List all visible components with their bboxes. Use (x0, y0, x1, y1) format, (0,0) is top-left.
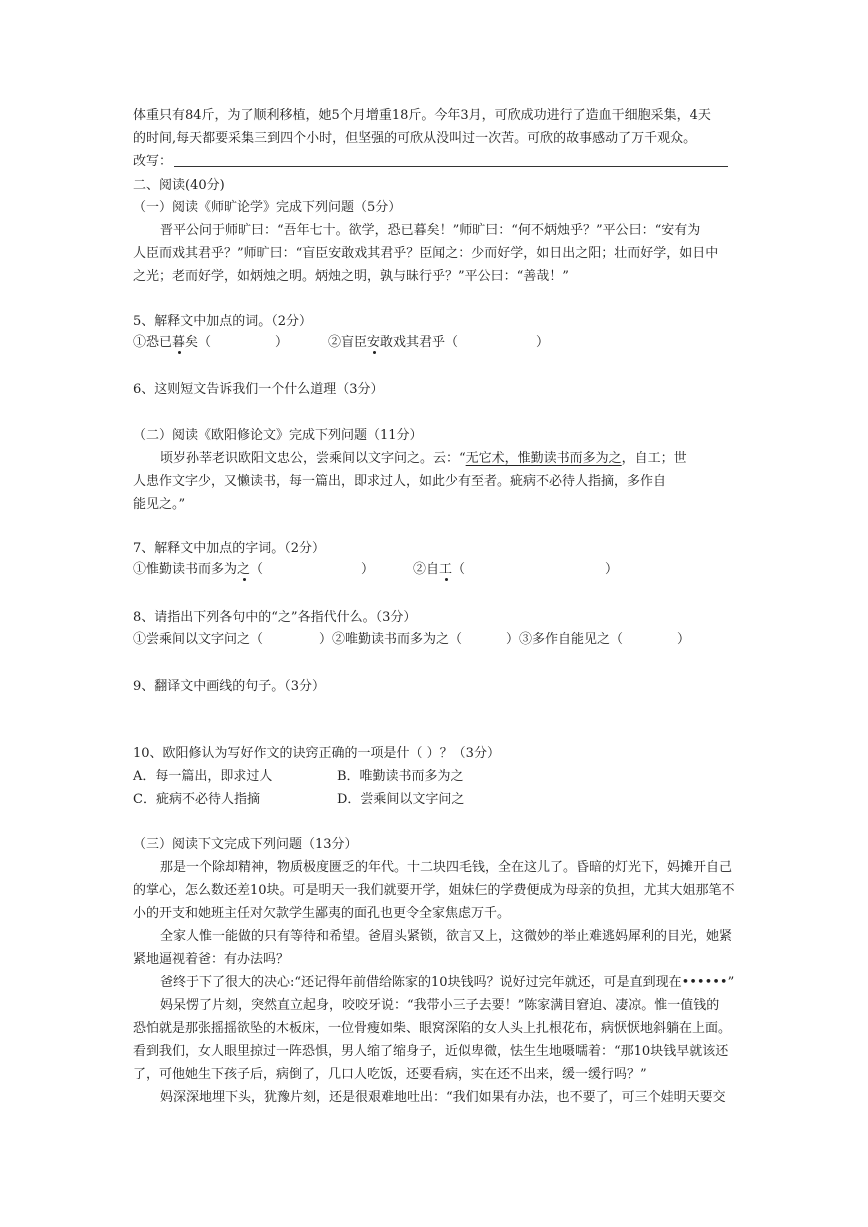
part-2-title: （二）阅读《欧阳修论文》完成下列问题（11分） (133, 428, 423, 443)
text-fragment: ）③多作自能见之（ (506, 632, 624, 647)
part-3-line: 爸终于下了很大的决心:“还记得年前借给陈家的10块钱吗？说好过完年就还，可是直到现在••••••” (160, 975, 735, 990)
text-fragment: ） (536, 335, 550, 350)
question-5-item-a (133, 334, 288, 352)
dotted-char: 工 (439, 562, 453, 577)
text-fragment: ）②唯勤读书而多为之（ (319, 632, 463, 647)
text-fragment: ） (605, 562, 619, 577)
underlined-sentence: 无它术，惟勤读书而多为之 (465, 451, 622, 466)
question-9: 9、翻译文中画线的句子。（3分） (133, 679, 326, 694)
question-6: 6、这则短文告诉我们一个什么道理（3分） (133, 382, 384, 397)
part-3-line: 了，可他她生下孩子后，病倒了，几口人吃饭，还要看病，实在还不出来，缓一缓行吗？” (133, 1067, 647, 1082)
dotted-char: 之 (237, 562, 251, 577)
intro-line-1: 体重只有84斤，为了顺利移植，她5个月增重18斤。今年3月，可欣成功进行了造血干细胞采集，4天 (133, 108, 711, 123)
option-b[interactable]: B．唯勤读书而多为之 (337, 769, 464, 784)
part-2-text-3: 能见之。” (133, 497, 186, 512)
text-fragment: 矣（ (185, 335, 212, 350)
part-3-line: 恐怕就是那张摇摇欲坠的木板床，一位骨瘦如柴、眼窝深陷的女人头上扎根花布，病恹恹地斜躺在上面。 (133, 1021, 732, 1036)
part-2-text-2: 人患作文字少，又懒读书，每一篇出，即求过人，如此少有至者。疵病不必待人指摘，多作自 (133, 474, 667, 489)
question-7-item-b (413, 561, 618, 579)
part-3-line: 那是一个除却精神，物质极度匮乏的年代。十二块四毛钱，全在这儿了。昏暗的灯光下，妈摊开自己 (160, 860, 733, 875)
text-fragment: ②自 (413, 562, 440, 577)
text-fragment: ①尝乘间以文字问之（ (133, 632, 264, 647)
part-3-line: 看到我们，女人眼里掠过一阵恐惧，男人缩了缩身子，近似卑微，怯生生地嗫嚅着：“那10块钱早就该还 (133, 1044, 729, 1059)
section-2-title: 二、阅读(40分) (133, 178, 225, 193)
part-3-line: 的掌心，怎么数还差10块。可是明天一我们就要开学，姐妹仨的学费便成为母亲的负担，尤其大姐那笔不 (133, 883, 735, 898)
question-5-title: 5、解释文中加点的词。（2分） (133, 314, 313, 329)
option-c[interactable]: C．疵病不必待人指摘 (133, 792, 260, 807)
question-7-title: 7、解释文中加点的字词。（2分） (133, 541, 326, 556)
text-fragment: ） (677, 632, 691, 647)
option-a[interactable]: A．每一篇出，即求过人 (133, 769, 273, 784)
part-1-text-1: 晋平公问于师旷曰：“吾年七十。欲学，恐已暮矣！”师旷曰：“何不炳烛乎？”平公曰：“安有为 (160, 223, 701, 238)
part-3-title: （三）阅读下文完成下列问题（13分） (133, 837, 358, 852)
question-10: 10、欧阳修认为写好作文的诀窍正确的一项是什（ ）？（3分） (133, 746, 500, 761)
part-1-text-2: 人臣而戏其君乎？”师旷曰：“盲臣安敢戏其君乎？臣闻之：少而好学，如日出之阳；壮而好学，如日中 (133, 246, 719, 261)
text-fragment: 敢戏其君乎（ (380, 335, 459, 350)
part-3-line: 紧地逼视着爸：有办法吗？ (133, 952, 290, 967)
part-2-text-1 (160, 450, 687, 468)
dotted-char: 安 (367, 335, 381, 350)
text-fragment: （ (452, 562, 466, 577)
part-1-text-3: 之光；老而好学，如炳烛之明。炳烛之明，孰与昧行乎？”平公曰：“善哉！” (133, 269, 569, 284)
text-fragment: ） (361, 562, 375, 577)
part-3-line: 小的开支和她班主任对欠款学生鄙夷的面孔也更令全家焦虑万千。 (133, 906, 511, 921)
question-8-items (133, 631, 690, 649)
dotted-char: 暮 (172, 335, 186, 350)
rewrite-label: 改写： (133, 154, 173, 169)
intro-line-2: 的时间,每天都要采集三到四个小时，但坚强的可欣从没叫过一次苦。可欣的故事感动了万千观众。 (133, 131, 697, 146)
part-3-line: 妈深深地埋下头，犹豫片刻，还是很艰难地吐出：“我们如果有办法，也不要了，可三个娃明天要交 (160, 1090, 726, 1105)
question-7-item-a (133, 561, 374, 579)
part-3-line: 妈呆愣了片刻，突然直立起身，咬咬牙说：“我带小三子去要！”陈家满目窘迫、凄凉。惟一值钱的 (160, 998, 720, 1013)
rewrite-answer-line[interactable] (174, 166, 728, 167)
text-fragment: ，自工；世 (621, 451, 687, 466)
text-fragment: （ (250, 562, 264, 577)
question-5-item-b (328, 334, 549, 352)
text-fragment: 顷岁孙莘老识欧阳文忠公，尝乘间以文字问之。云：“ (160, 451, 466, 466)
option-d[interactable]: D．尝乘间以文字问之 (337, 792, 465, 807)
text-fragment: ①惟勤读书而多为 (133, 562, 238, 577)
text-fragment: ） (275, 335, 289, 350)
text-fragment: ②盲臣 (328, 335, 368, 350)
part-3-line: 全家人惟一能做的只有等待和希望。爸眉头紧锁，欲言又上，这微妙的举止难逃妈犀利的目光，她紧 (160, 929, 733, 944)
part-1-title: （一）阅读《师旷论学》完成下列问题（5分） (133, 200, 402, 215)
question-8-title: 8、请指出下列各句中的“之”各指代什么。（3分） (133, 610, 417, 625)
text-fragment: ①恐已 (133, 335, 173, 350)
